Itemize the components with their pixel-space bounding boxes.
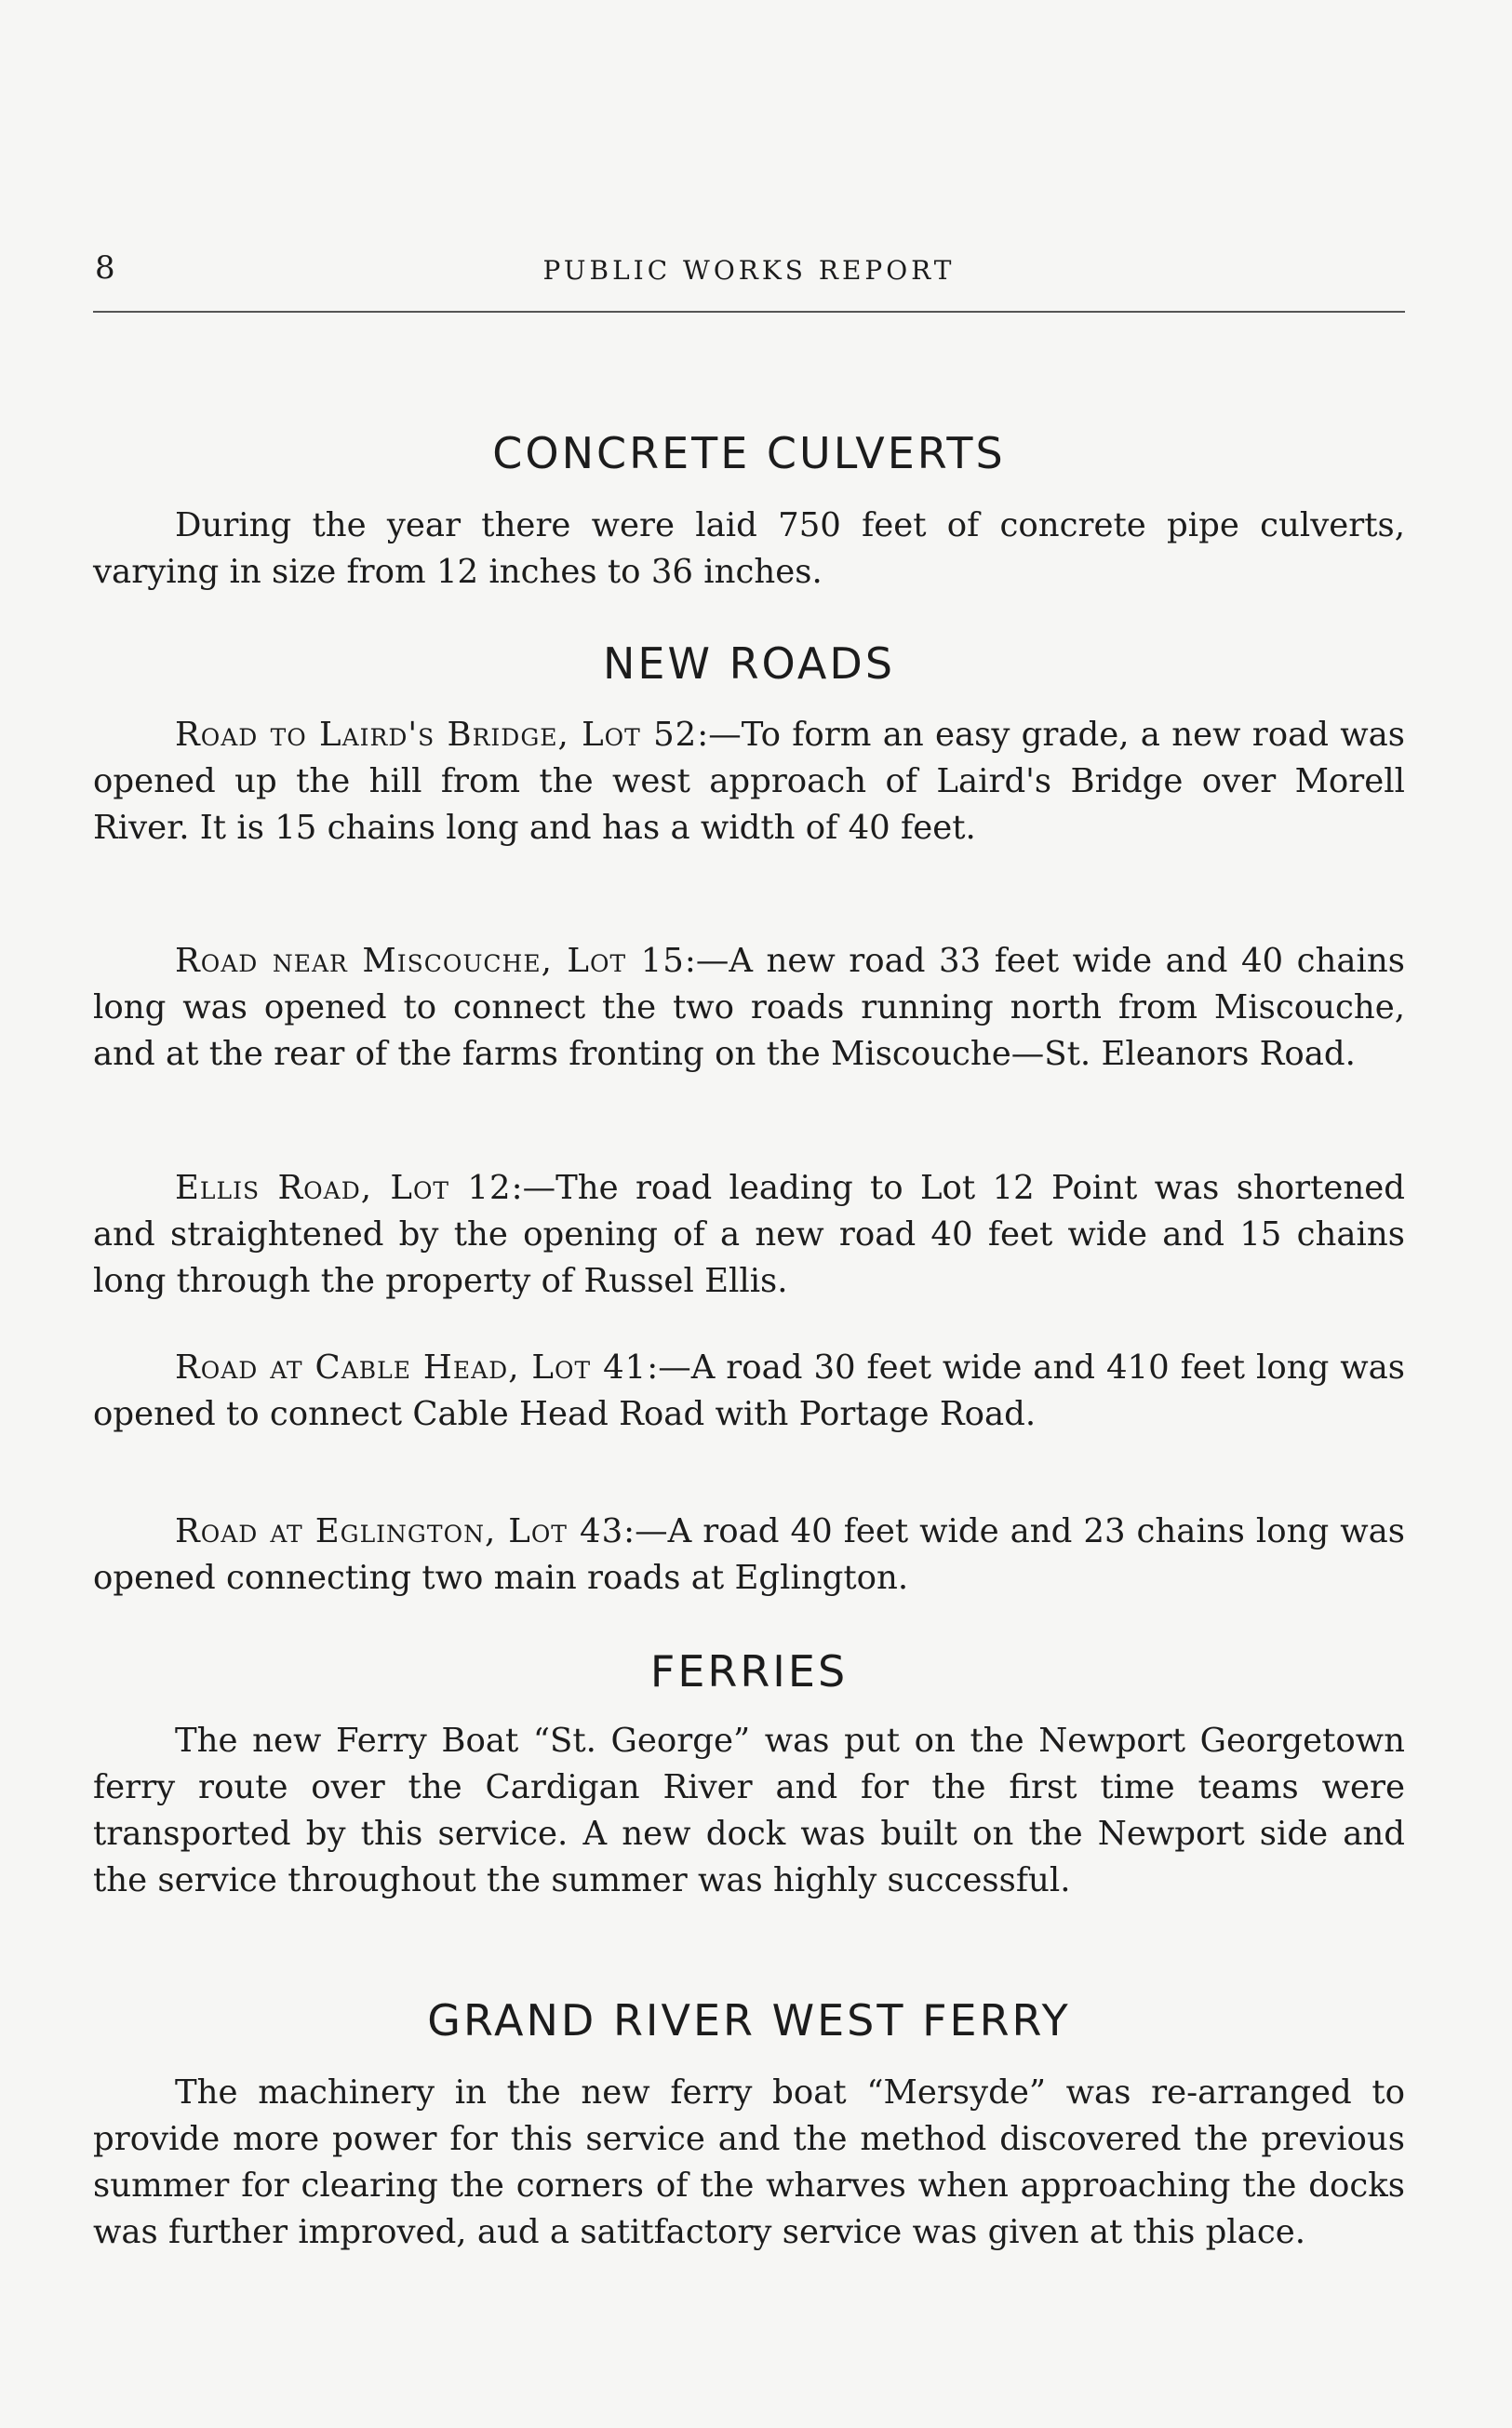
paragraph-road-cable-head: Road at Cable Head, Lot 41:—A road 30 feet wide and 410 feet long was opened to connect Cable Head Road with Portage Road.	[93, 1348, 1405, 1433]
paragraph-road-miscouche: Road near Miscouche, Lot 15:—A new road 33 feet wide and 40 chains long was opened to connect the two roads running north from Miscouche, and at the rear of the farms fronting on the Miscouche—St. Eleanors Road.	[93, 942, 1405, 1073]
entry-lead: Road near Miscouche, Lot 15	[175, 942, 685, 980]
document-page	[93, 0, 1405, 2428]
entry-lead: Ellis Road, Lot 12	[175, 1169, 512, 1207]
paragraph-concrete-culverts: During the year there were laid 750 feet of concrete pipe culverts, varying in size from 12 inches to 36 inches.	[93, 506, 1405, 591]
paragraph-grand-river-west-ferry: The machinery in the new ferry boat “Mersyde” was re-arranged to provide more power for this service and the method discovered the previous summer for clearing the corners of the wharves when approaching the docks was further improved, aud a satitfactory service was given at this place.	[93, 2073, 1405, 2251]
paragraph-road-lairds-bridge: Road to Laird's Bridge, Lot 52:—To form an easy grade, a new road was opened up the hill from the west approach of Laird's Bridge over Morell River. It is 15 chains long and has a width of 40 feet.	[93, 716, 1405, 847]
header-rule	[93, 311, 1405, 313]
paragraph-road-eglington: Road at Eglington, Lot 43:—A road 40 feet wide and 23 chains long was opened connecting two main roads at Eglington.	[93, 1512, 1405, 1597]
heading-ferries: FERRIES	[649, 1646, 849, 1697]
paragraph-ferries: The new Ferry Boat “St. George” was put on the Newport Georgetown ferry route over the Cardigan River and for the first time teams were transported by this service. A new dock was built on the Newport side and the service throughout the summer was highly successful.	[93, 1722, 1405, 1899]
heading-grand-river-west-ferry: GRAND RIVER WEST FERRY	[427, 1995, 1071, 2046]
paragraph-ellis-road: Ellis Road, Lot 12:—The road leading to Lot 12 Point was shortened and straightened by the opening of a new road 40 feet wide and 15 chains long through the property of Russel Ellis.	[93, 1169, 1405, 1300]
page-number: 8	[95, 249, 116, 287]
entry-lead: Road at Cable Head, Lot 41	[175, 1348, 648, 1387]
entry-lead: Road to Laird's Bridge, Lot 52	[175, 716, 698, 754]
heading-concrete-culverts: CONCRETE CULVERTS	[492, 428, 1006, 478]
entry-lead: Road at Eglington, Lot 43	[175, 1512, 624, 1550]
heading-new-roads: NEW ROADS	[602, 638, 896, 689]
running-title: PUBLIC WORKS REPORT	[542, 255, 956, 286]
running-header	[93, 249, 1405, 296]
